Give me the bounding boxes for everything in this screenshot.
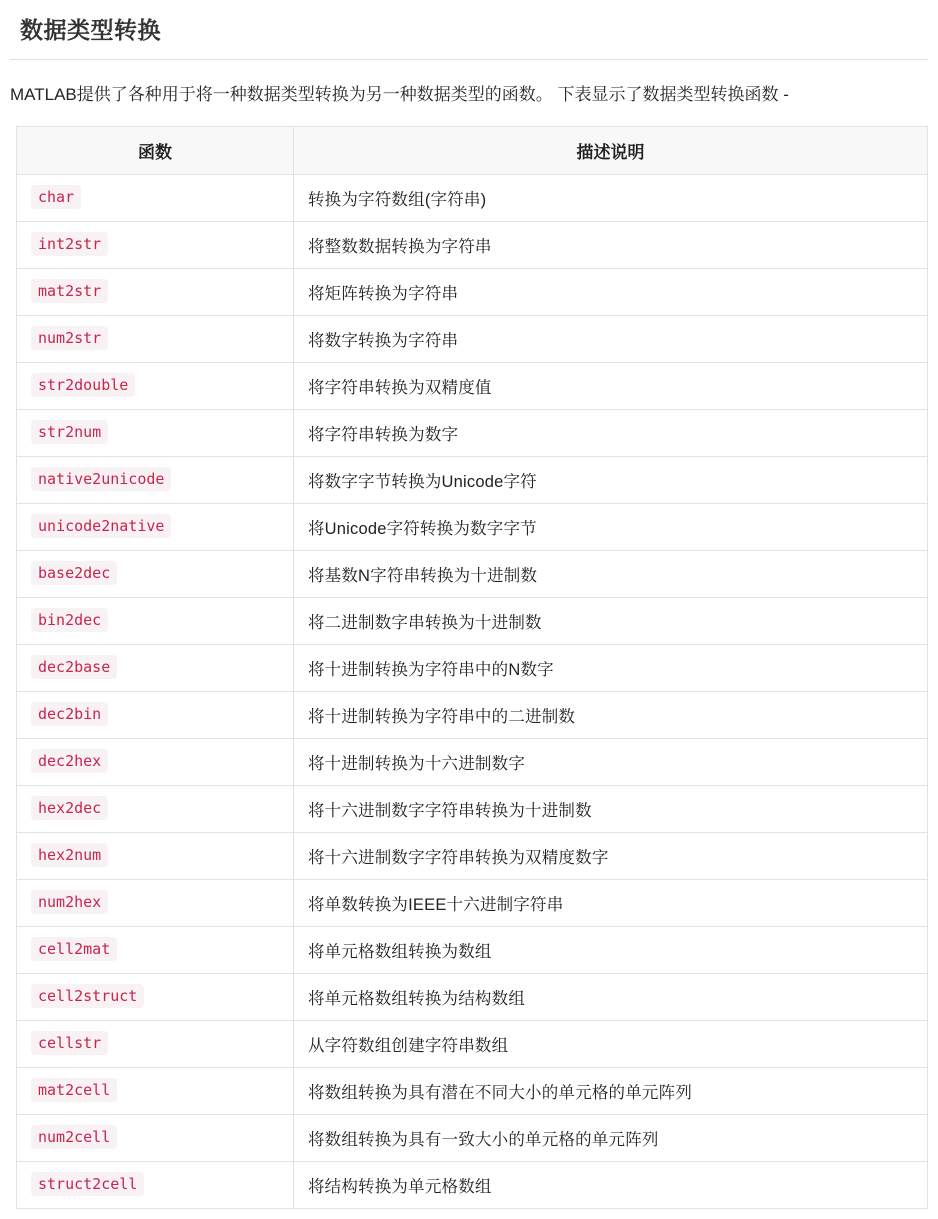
description-cell: 将单元格数组转换为数组 — [293, 926, 927, 973]
function-cell — [17, 691, 294, 738]
function-cell — [17, 221, 294, 268]
function-cell — [17, 597, 294, 644]
table-row — [17, 503, 928, 550]
description-cell: 将矩阵转换为字符串 — [293, 268, 927, 315]
function-cell — [17, 1114, 294, 1161]
function-cell — [17, 409, 294, 456]
function-cell — [17, 832, 294, 879]
function-cell — [17, 550, 294, 597]
table-row — [17, 597, 928, 644]
function-code: hex2dec — [31, 796, 108, 820]
description-cell: 转换为字符数组(字符串) — [293, 174, 927, 221]
description-cell: 将结构转换为单元格数组 — [293, 1161, 927, 1208]
table-row — [17, 550, 928, 597]
description-cell: 将基数N字符串转换为十进制数 — [293, 550, 927, 597]
function-code: unicode2native — [31, 514, 171, 538]
function-code: bin2dec — [31, 608, 108, 632]
function-code: cellstr — [31, 1031, 108, 1055]
description-cell: 将十六进制数字字符串转换为十进制数 — [293, 785, 927, 832]
page-title: 数据类型转换 — [20, 17, 161, 43]
function-code: num2hex — [31, 890, 108, 914]
description-cell: 将单数转换为IEEE十六进制字符串 — [293, 879, 927, 926]
function-cell — [17, 1161, 294, 1208]
function-code: cell2mat — [31, 937, 117, 961]
description-cell: 将字符串转换为数字 — [293, 409, 927, 456]
table-row — [17, 832, 928, 879]
table-row — [17, 926, 928, 973]
table-row — [17, 1020, 928, 1067]
function-code: int2str — [31, 232, 108, 256]
function-code: str2num — [31, 420, 108, 444]
description-cell: 将单元格数组转换为结构数组 — [293, 973, 927, 1020]
function-code: hex2num — [31, 843, 108, 867]
table-row — [17, 221, 928, 268]
function-code: char — [31, 185, 81, 209]
description-cell: 将十进制转换为字符串中的二进制数 — [293, 691, 927, 738]
table-row — [17, 409, 928, 456]
function-cell — [17, 879, 294, 926]
function-cell — [17, 1067, 294, 1114]
function-cell — [17, 456, 294, 503]
description-cell: 将Unicode字符转换为数字字节 — [293, 503, 927, 550]
conversion-functions-table — [16, 126, 928, 1209]
table-row — [17, 785, 928, 832]
intro-paragraph: MATLAB提供了各种用于将一种数据类型转换为另一种数据类型的函数。 下表显示了数据类型转换函数 - — [10, 85, 789, 104]
function-cell — [17, 315, 294, 362]
description-cell: 从字符数组创建字符串数组 — [293, 1020, 927, 1067]
function-cell — [17, 268, 294, 315]
table-row — [17, 973, 928, 1020]
function-code: cell2struct — [31, 984, 144, 1008]
description-cell: 将数字字节转换为Unicode字符 — [293, 456, 927, 503]
function-cell — [17, 926, 294, 973]
table-row — [17, 362, 928, 409]
function-cell — [17, 644, 294, 691]
table-row — [17, 315, 928, 362]
function-code: str2double — [31, 373, 135, 397]
function-code: native2unicode — [31, 467, 171, 491]
table-row — [17, 1067, 928, 1114]
function-code: dec2base — [31, 655, 117, 679]
function-cell — [17, 362, 294, 409]
function-cell — [17, 1020, 294, 1067]
title-divider — [10, 59, 928, 60]
description-cell: 将二进制数字串转换为十进制数 — [293, 597, 927, 644]
table-row — [17, 691, 928, 738]
function-code: base2dec — [31, 561, 117, 585]
table-row — [17, 268, 928, 315]
function-code: num2str — [31, 326, 108, 350]
table-row — [17, 738, 928, 785]
function-cell — [17, 503, 294, 550]
table-row — [17, 879, 928, 926]
function-cell — [17, 738, 294, 785]
description-cell: 将字符串转换为双精度值 — [293, 362, 927, 409]
table-body — [17, 174, 928, 1208]
description-cell: 将数字转换为字符串 — [293, 315, 927, 362]
description-cell: 将十进制转换为字符串中的N数字 — [293, 644, 927, 691]
table-row — [17, 644, 928, 691]
column-header-function: 函数 — [17, 126, 294, 174]
description-cell: 将十进制转换为十六进制数字 — [293, 738, 927, 785]
function-code: dec2hex — [31, 749, 108, 773]
table-row — [17, 1161, 928, 1208]
function-cell — [17, 973, 294, 1020]
function-code: num2cell — [31, 1125, 117, 1149]
function-cell — [17, 174, 294, 221]
function-code: mat2cell — [31, 1078, 117, 1102]
description-cell: 将十六进制数字字符串转换为双精度数字 — [293, 832, 927, 879]
table-row — [17, 174, 928, 221]
description-cell: 将数组转换为具有一致大小的单元格的单元阵列 — [293, 1114, 927, 1161]
function-code: struct2cell — [31, 1172, 144, 1196]
description-cell: 将整数数据转换为字符串 — [293, 221, 927, 268]
table-row — [17, 456, 928, 503]
description-cell: 将数组转换为具有潜在不同大小的单元格的单元阵列 — [293, 1067, 927, 1114]
function-cell — [17, 785, 294, 832]
function-code: mat2str — [31, 279, 108, 303]
column-header-description: 描述说明 — [293, 126, 927, 174]
function-code: dec2bin — [31, 702, 108, 726]
table-header — [17, 126, 928, 174]
table-row — [17, 1114, 928, 1161]
